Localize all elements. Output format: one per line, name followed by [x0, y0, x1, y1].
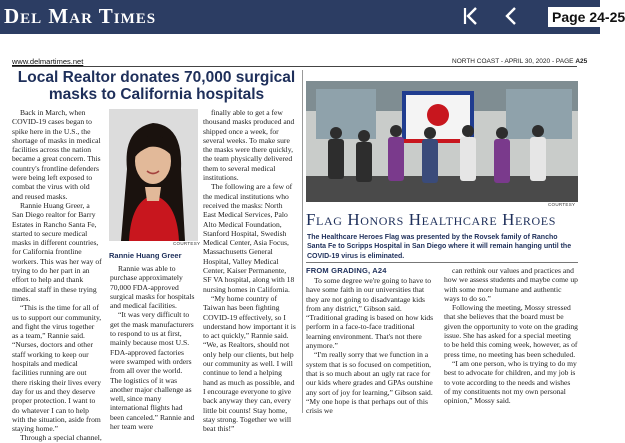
- paragraph: The following are a few of the medical institutions who received the masks: North East Medical Services, Palo Alto Medical Foundation, Stanford Hospital, Swedish Medical Center, Asia Focus, Massachusetts General Hospital, Valley Medical Center, Kaiser Permanente, SF VA hospital, along with 18 nursing homes in California.: [203, 182, 295, 294]
- page-header-info: [452, 58, 587, 65]
- paragraph: “This is the time for all of us to support our community, and fight the virus together as a team,” Rannie said. “Nurses, doctors and other staff working to keep our hospitals and medical facilities running are out there risking their lives every day for us and they deserve proper protection. I want to do whatever I can to help with the situation, aside from staying home.”: [12, 303, 102, 434]
- paragraph: Following the meeting, Mossy stressed that she believes that the board must be given the opportunity to vote on the grading issue. She has asked for a special meeting to be held this coming week, however, as of press time, no meeting has been scheduled.: [444, 303, 578, 359]
- paragraph: Back in March, when COVID-19 cases began to spike here in the U.S., the shortage of masks in medical facilities across the nation became a great concern. This country's frontline defenders were being left exposed to combat the virus with old and reused masks.: [12, 108, 101, 201]
- paragraph: “I'm really sorry that we function in a system that is so focused on competition, that is so much about an ugly rat race for our kids where grades and GPAs outshine any sort of joy for learning,” Gibson said. “My one hope is that perhaps out of this crisis we: [306, 350, 433, 416]
- header-rule: [12, 66, 577, 67]
- paragraph: Rannie Huang Greer, a San Diego realtor for Barry Estates in Rancho Santa Fe, started to secure medical masks in different countries, for California frontline workers. This was her way of trying to do her part in an effort to help and thank medical staff in these trying times.: [12, 200, 102, 303]
- website-url[interactable]: www.delmartimes.net: [12, 57, 84, 66]
- story-headline: Local Realtor donates 70,000 surgical masks to California hospitals: [17, 69, 296, 103]
- flag-ceremony-photo: [306, 81, 578, 202]
- paragraph: finally able to get a few thousand masks produced and shipped once a week, for several weeks. To make sure the masks were there quickly, the team physically delivered them to several medical institutions.: [203, 108, 295, 183]
- paragraph: “I am one person, who is trying to do my best to advocate for children, and my job is to vote according to the needs and wishes of my constituents not my own personal opinion,” Mossy said.: [444, 358, 577, 406]
- previous-page-icon: [502, 6, 520, 26]
- paragraph: “It was very difficult to get the mask manufacturers to respond to us at first, mainly because most U.S. FDA-approved factories were swamped with orders from all over the world. The logistics of it was another major challenge as well, since many international flights had been canceled.” Rannie and her team were: [110, 310, 195, 432]
- paragraph: Rannie was able to purchase approximately 70,000 FDA-approved surgical masks for hospitals and medical facilities.: [110, 264, 195, 311]
- page-number: A25: [575, 58, 588, 65]
- section-date: NORTH COAST - APRIL 30, 2020 - PAGE: [452, 58, 576, 65]
- first-page-icon: [462, 6, 480, 26]
- masthead-title: Del Mar Times: [4, 4, 157, 28]
- previous-page-button[interactable]: [500, 5, 522, 27]
- first-page-button[interactable]: [460, 5, 482, 27]
- story-column-1: [12, 108, 102, 443]
- grading-column-1: [306, 276, 436, 416]
- paragraph: “My home country of Taiwan has been fighting COVID-19 effectively, so I understand how important it is to act quickly,” Rannie said. “We, as Realtors, should not only help our clients, but help our community as well. I will continue to lend a helping hand as much as possible, and I encourage everyone to give back anyway they can, every little bit counts! Stay home, stay strong. Together we will beat this!”: [203, 293, 296, 434]
- section-rule: [306, 262, 578, 263]
- feature-caption: The Healthcare Heroes Flag was presented by the Rovsek family of Rancho Santa Fe to Scripps Hospital in San Diego where it will remain hanging until the COVID-19 virus is eliminated.: [307, 234, 572, 260]
- photo-credit: COURTESY: [548, 202, 576, 207]
- paragraph: To some degree we're going to have to have some faith in our universities that they are not going to disadvantage kids from any district,” Gibson said. “Traditional grading is based on how kids perform in a face-to-face traditional learning environment. That's not there anymore.”: [306, 276, 434, 351]
- viewer-toolbar: [0, 0, 625, 34]
- page-indicator[interactable]: Page 24-25: [548, 7, 600, 27]
- portrait-photo: [109, 109, 198, 241]
- story-column-3: [203, 108, 296, 434]
- photo-caption: Rannie Huang Greer: [109, 251, 182, 260]
- column-divider: [302, 70, 303, 413]
- paragraph: can rethink our values and practices and how we assess students and maybe come up with some more humane and authentic ways to do so.”: [444, 266, 578, 303]
- story-column-2: [110, 264, 195, 432]
- feature-headline: Flag Honors Healthcare Heroes: [306, 210, 557, 229]
- photo-credit: COURTESY: [173, 241, 201, 246]
- paragraph: Through a special channel,: [20, 433, 102, 443]
- grading-column-2: [444, 266, 578, 413]
- jump-headline: FROM GRADING, A24: [306, 266, 387, 275]
